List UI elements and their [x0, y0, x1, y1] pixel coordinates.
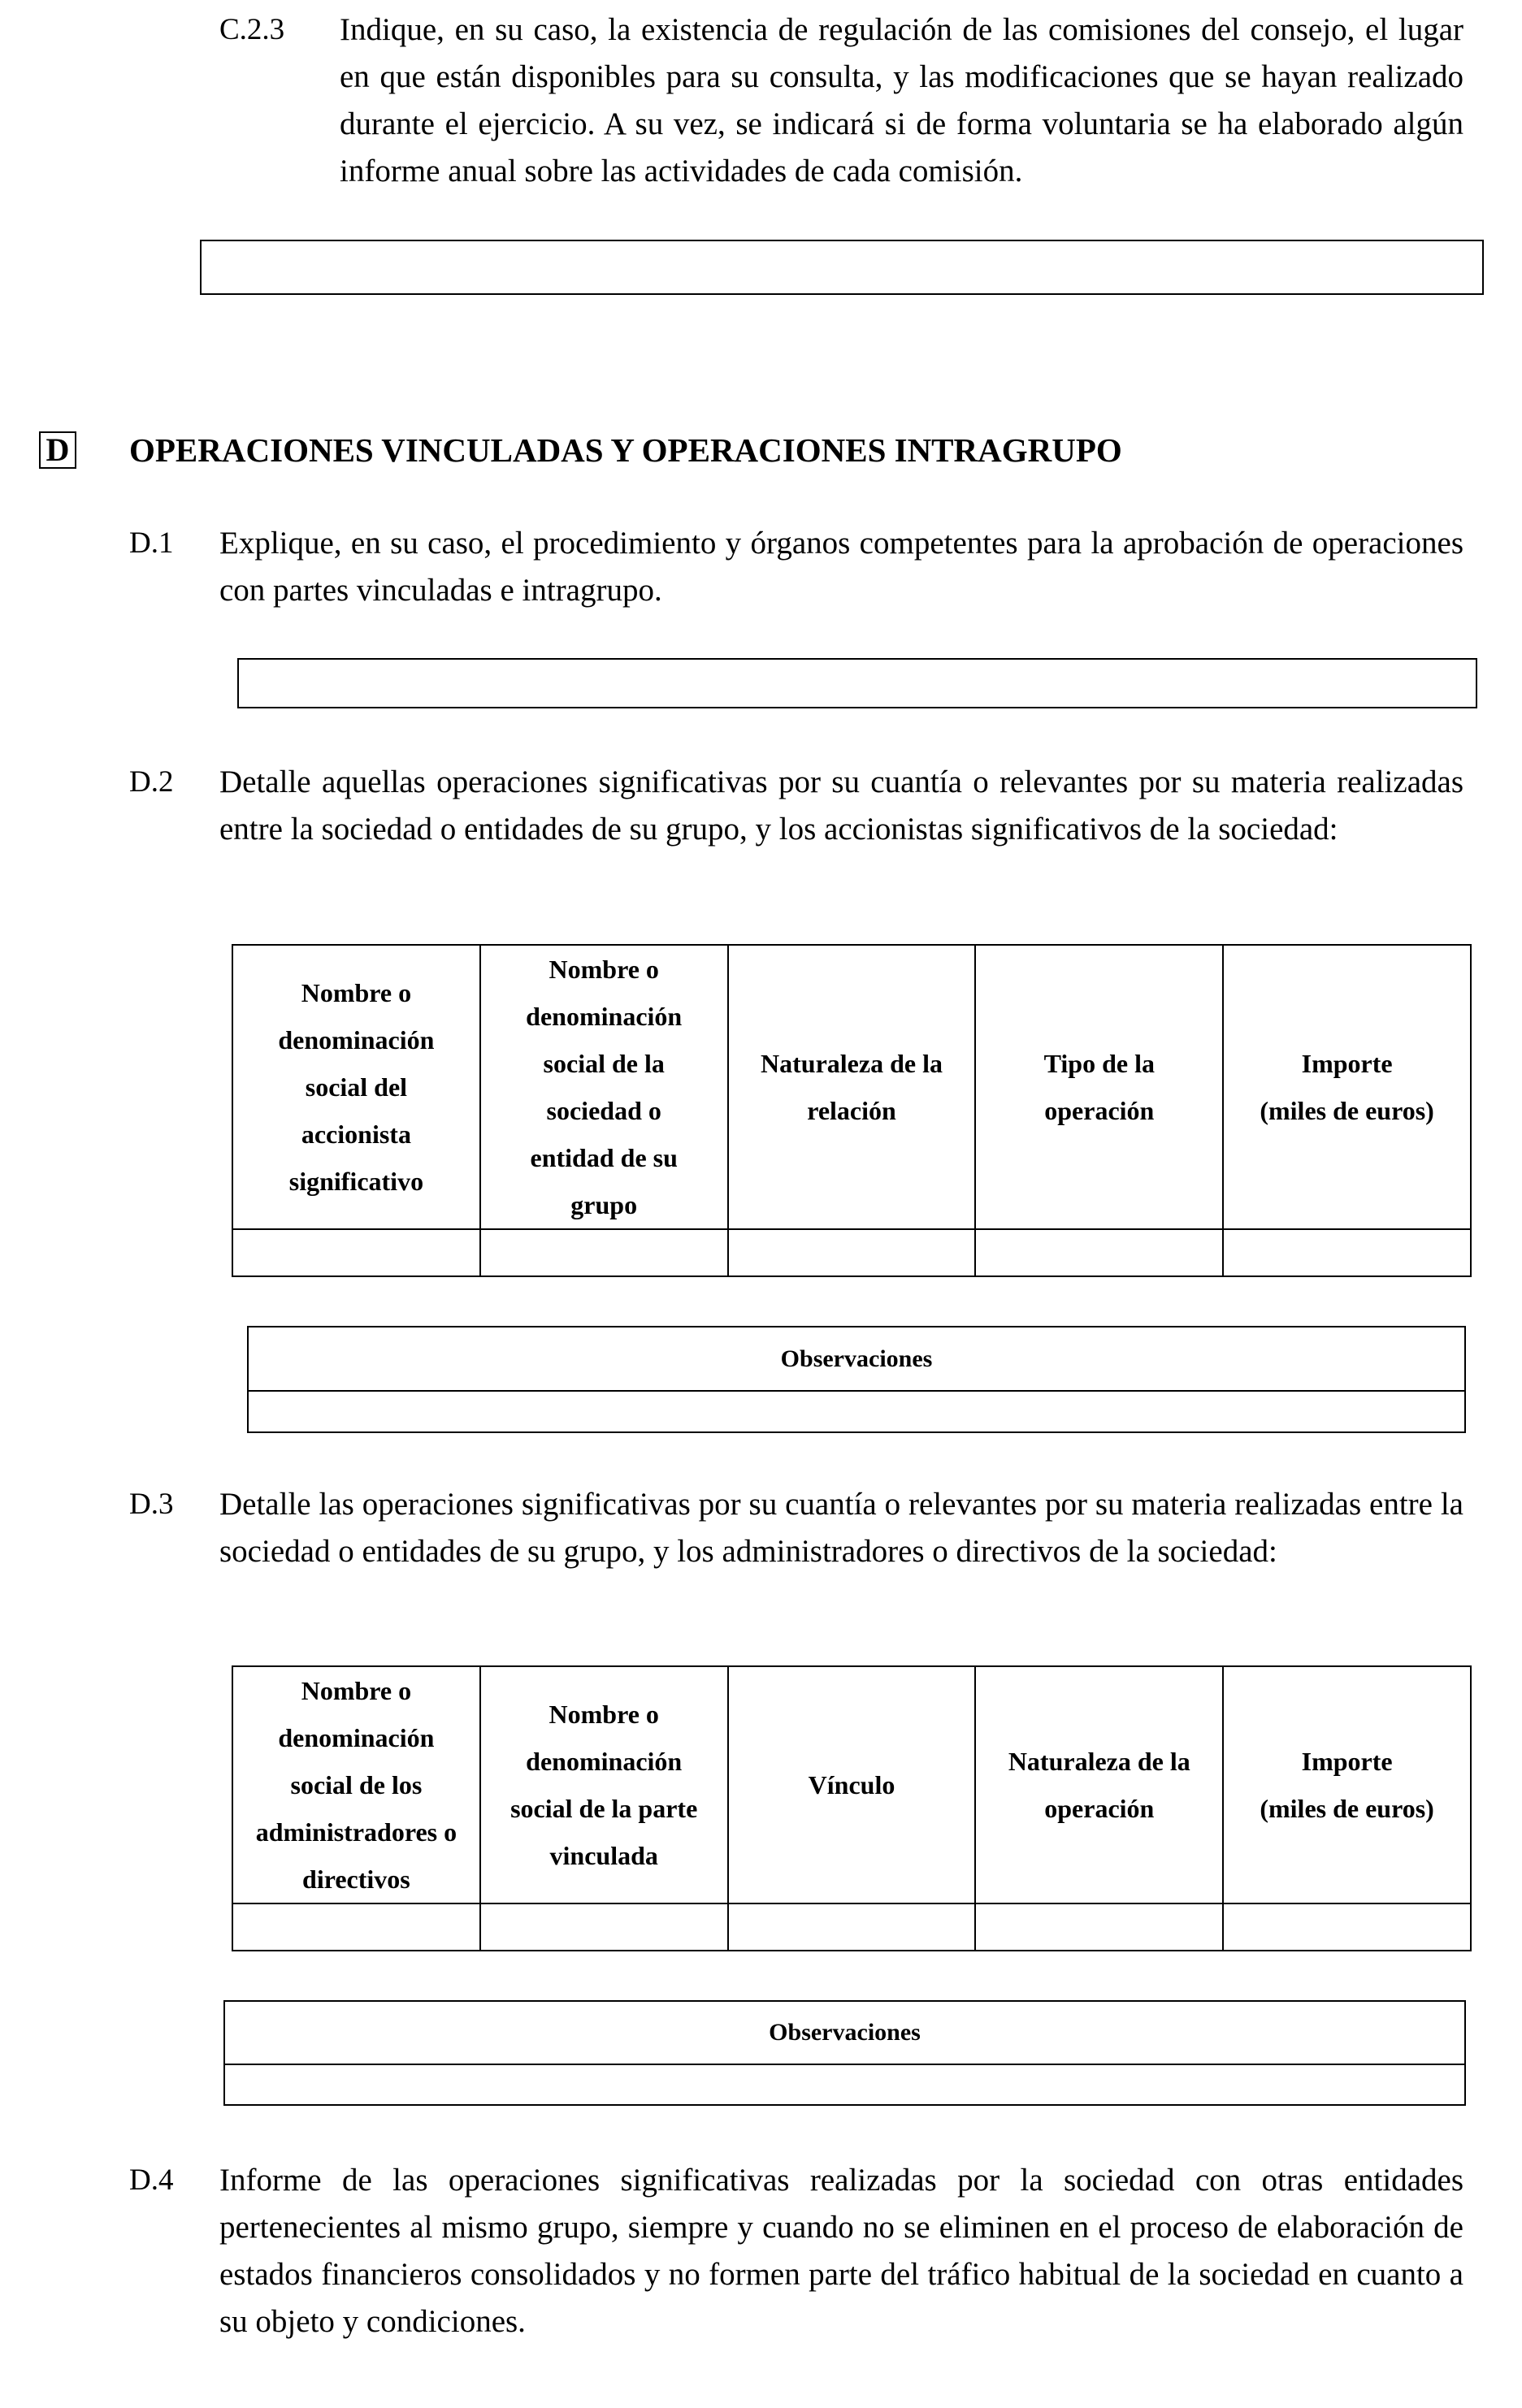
d2-header-row [232, 945, 1471, 1229]
header-line: vinculada [549, 1841, 658, 1870]
d2-header-sociedad [480, 945, 728, 1229]
header-line: denominación [278, 1723, 435, 1752]
section-d-title: OPERACIONES VINCULADAS Y OPERACIONES INTRAGRUPO [129, 431, 1122, 469]
d2-cell-tipo[interactable] [975, 1229, 1223, 1276]
d3-observaciones-field[interactable] [225, 2065, 1464, 2106]
d3-cell-naturaleza[interactable] [975, 1903, 1223, 1951]
d3-observaciones-box [223, 2000, 1466, 2106]
d2-label: D.2 [129, 765, 174, 799]
d3-cell-parte-vinculada[interactable] [480, 1903, 728, 1951]
d1-answer-box[interactable] [237, 658, 1477, 708]
d3-header-importe [1223, 1666, 1471, 1903]
d2-cell-naturaleza[interactable] [728, 1229, 976, 1276]
header-line: significativo [288, 1167, 424, 1196]
d3-observaciones-label: Observaciones [769, 2019, 921, 2046]
d1-label: D.1 [129, 526, 174, 560]
table-row [232, 1229, 1471, 1276]
header-line: Naturaleza de la [761, 1049, 943, 1078]
d3-label: D.3 [129, 1488, 174, 1521]
d3-header-vinculo [728, 1666, 976, 1903]
header-line: social de los [290, 1770, 423, 1800]
header-line: social de la [543, 1049, 665, 1078]
d2-header-accionista [232, 945, 480, 1229]
table-row [232, 1903, 1471, 1951]
d2-header-tipo [975, 945, 1223, 1229]
d3-text: Detalle las operaciones significativas por su cuantía o relevantes por su materia realizadas entre la sociedad o entidades de su grupo, y los administradores o directivos de la sociedad: [219, 1487, 1463, 1569]
d3-header-administradores [232, 1666, 480, 1903]
c23-text: Indique, en su caso, la existencia de regulación de las comisiones del consejo, el lugar en que están disponibles para su consulta, y las modificaciones que se hayan realizado durante el ejercicio. A su vez, se indicará si de forma voluntaria se ha elaborado algún informe anual sobre las actividades de cada comisión. [340, 12, 1463, 188]
header-line: directivos [302, 1864, 410, 1894]
header-line: relación [807, 1096, 896, 1125]
header-line: (miles de euros) [1260, 1794, 1434, 1823]
header-line: Naturaleza de la [1008, 1747, 1190, 1776]
d2-observaciones-box [247, 1326, 1466, 1433]
section-d-letter: D [39, 431, 76, 469]
header-line: denominación [278, 1025, 435, 1055]
header-line: denominación [526, 1747, 683, 1776]
d2-observaciones-label: Observaciones [780, 1345, 933, 1372]
header-line: social de la parte [510, 1794, 698, 1823]
d2-cell-importe[interactable] [1223, 1229, 1471, 1276]
d3-table [232, 1665, 1472, 1951]
c23-answer-box[interactable] [200, 240, 1484, 295]
header-line: Nombre o [549, 1700, 659, 1729]
header-line: administradores o [255, 1817, 457, 1847]
d3-cell-importe[interactable] [1223, 1903, 1471, 1951]
d2-header-naturaleza [728, 945, 976, 1229]
d2-cell-accionista[interactable] [232, 1229, 480, 1276]
d4-text: Informe de las operaciones significativas realizadas por la sociedad con otras entidades pertenecientes al mismo grupo, siempre y cuando no se eliminen en el proceso de elaboración de estados financieros consolidados y no formen parte del tráfico habitual de la sociedad en cuanto a su objeto y condiciones. [219, 2163, 1463, 2339]
d3-header-parte-vinculada [480, 1666, 728, 1903]
d3-cell-administradores[interactable] [232, 1903, 480, 1951]
d2-observaciones-header [249, 1327, 1464, 1392]
header-line: Vínculo [808, 1770, 895, 1800]
c23-label: C.2.3 [219, 13, 285, 46]
d2-table [232, 944, 1472, 1277]
header-line: Tipo de la [1043, 1049, 1155, 1078]
header-line: grupo [570, 1190, 638, 1219]
d2-header-importe [1223, 945, 1471, 1229]
header-line: entidad de su [530, 1143, 678, 1172]
d3-header-naturaleza [975, 1666, 1223, 1903]
header-line: accionista [301, 1120, 411, 1149]
d2-cell-sociedad[interactable] [480, 1229, 728, 1276]
d1-text: Explique, en su caso, el procedimiento y órganos competentes para la aprobación de operaciones con partes vinculadas e intragrupo. [219, 526, 1463, 608]
header-line: denominación [526, 1002, 683, 1031]
d3-cell-vinculo[interactable] [728, 1903, 976, 1951]
header-line: social del [305, 1072, 408, 1102]
header-line: operación [1044, 1096, 1155, 1125]
header-line: Importe [1301, 1747, 1393, 1776]
header-line: Importe [1301, 1049, 1393, 1078]
header-line: Nombre o [301, 1676, 412, 1705]
header-line: (miles de euros) [1260, 1096, 1434, 1125]
header-line: Nombre o [301, 978, 412, 1007]
d4-label: D.4 [129, 2163, 174, 2197]
d3-header-row [232, 1666, 1471, 1903]
header-line: operación [1044, 1794, 1155, 1823]
d3-observaciones-header [225, 2002, 1464, 2065]
header-line: sociedad o [546, 1096, 661, 1125]
d2-observaciones-field[interactable] [249, 1392, 1464, 1433]
header-line: Nombre o [549, 955, 659, 984]
d2-text: Detalle aquellas operaciones significativas por su cuantía o relevantes por su materia realizadas entre la sociedad o entidades de su grupo, y los accionistas significativos de la sociedad: [219, 764, 1463, 847]
